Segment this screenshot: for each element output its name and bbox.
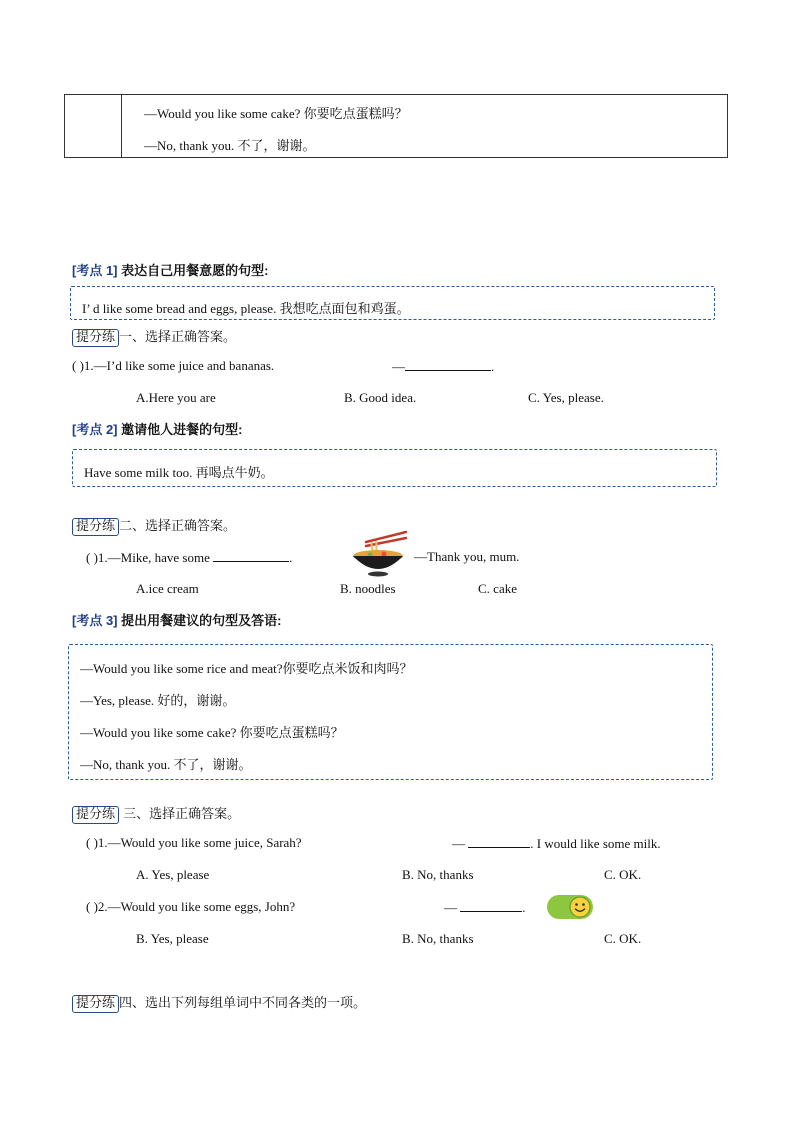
exercise-4-heading <box>72 992 366 1013</box>
smiley-toggle-icon <box>546 894 594 920</box>
option-b[interactable]: B. noodles <box>340 581 396 596</box>
kaodian-3-tag: [考点 3] <box>72 613 118 628</box>
exercise-4-title: 四、选出下列每组单词中不同各类的一项。 <box>119 996 367 1011</box>
option-a[interactable]: A.ice cream <box>136 581 199 596</box>
exercise-1-question <box>72 358 274 374</box>
reply-dash: — <box>444 900 457 915</box>
option-c[interactable]: C. Yes, please. <box>528 390 604 405</box>
exercise-2-title: 二、选择正确答案。 <box>119 519 237 534</box>
kaodian-3-line-1: —Would you like some rice and meat?你要吃点米饭和肉吗？ <box>80 661 413 676</box>
kaodian-3-heading <box>72 610 281 629</box>
answer-blank[interactable] <box>468 835 530 848</box>
answer-blank[interactable] <box>460 899 522 912</box>
reply-end: . <box>491 359 495 374</box>
answer-blank[interactable] <box>213 549 289 562</box>
kaodian-3-line-3: —Would you like some cake? 你要吃点蛋糕吗？ <box>80 725 344 740</box>
question-text: 2.—Would you like some eggs, John? <box>97 899 296 914</box>
question-text: 1.—Would you like some juice, Sarah? <box>97 835 302 850</box>
option-a[interactable]: A.Here you are <box>136 390 216 405</box>
table-divider <box>121 95 122 157</box>
q2-option-a[interactable]: B. Yes, please <box>136 931 209 946</box>
exercise-1-answer <box>392 358 494 375</box>
exercise-1-title: 一、选择正确答案。 <box>119 330 237 345</box>
kaodian-3-title: 提出用餐建议的句型及答语: <box>117 613 282 628</box>
kaodian-1-heading <box>72 260 268 279</box>
question-end: . <box>289 550 293 565</box>
q2-option-b[interactable]: B. No, thanks <box>402 931 474 946</box>
table-line-1: —Would you like some cake? 你要吃点蛋糕吗？ <box>144 106 408 121</box>
q2-option-c[interactable]: C. OK. <box>604 931 642 946</box>
exercise-3-heading <box>72 803 240 824</box>
exercise-3-badge: 提分练 <box>72 806 119 824</box>
kaodian-1-sentence: I’ d like some bread and eggs, please. 我想吃点面包和鸡蛋。 <box>82 301 410 316</box>
kaodian-2-tag: [考点 2] <box>72 422 118 437</box>
question-text: 1.—I’d like some juice and bananas. <box>83 358 275 373</box>
reply-end: . <box>522 900 526 915</box>
answer-paren[interactable]: ( ) <box>72 358 84 373</box>
exercise-2-heading <box>72 515 236 536</box>
kaodian-1-tag: [考点 1] <box>72 263 118 278</box>
answer-paren[interactable]: ( ) <box>86 835 98 850</box>
kaodian-2-heading <box>72 419 242 438</box>
option-c[interactable]: C. cake <box>478 581 517 596</box>
q1-option-a[interactable]: A. Yes, please <box>136 867 210 882</box>
exercise-2-badge: 提分练 <box>72 518 119 536</box>
answer-paren[interactable]: ( ) <box>86 899 98 914</box>
q1-option-c[interactable]: C. OK. <box>604 867 642 882</box>
exercise-1-badge: 提分练 <box>72 329 119 347</box>
exercise-3-answer-1 <box>452 835 661 852</box>
kaodian-3-line-4: —No, thank you. 不了，谢谢。 <box>80 757 252 772</box>
exercise-3-answer-2 <box>444 899 526 916</box>
kaodian-2-title: 邀请他人进餐的句型: <box>117 422 243 437</box>
reply-dash: — <box>452 836 465 851</box>
answer-paren[interactable]: ( ) <box>86 550 98 565</box>
option-b[interactable]: B. Good idea. <box>344 390 417 405</box>
q1-option-b[interactable]: B. No, thanks <box>402 867 474 882</box>
exercise-2-reply: —Thank you, mum. <box>414 549 520 564</box>
kaodian-2-sentence: Have some milk too. 再喝点牛奶。 <box>84 465 274 480</box>
kaodian-3-line-2: —Yes, please. 好的，谢谢。 <box>80 693 236 708</box>
exercise-3-title: 三、选择正确答案。 <box>119 807 241 822</box>
reply-end: . I would like some milk. <box>530 836 661 851</box>
noodle-bowl-icon <box>348 530 408 578</box>
kaodian-1-title: 表达自己用餐意愿的句型: <box>117 263 269 278</box>
reply-dash: — <box>392 359 405 374</box>
exercise-1-heading <box>72 326 236 347</box>
exercise-4-badge: 提分练 <box>72 995 119 1013</box>
exercise-3-question-1 <box>86 835 302 851</box>
question-text: 1.—Mike, have some <box>97 550 210 565</box>
answer-blank[interactable] <box>405 358 491 371</box>
exercise-2-question <box>86 549 292 566</box>
exercise-3-question-2 <box>86 899 295 915</box>
table-line-2: —No, thank you. 不了，谢谢。 <box>144 138 316 153</box>
